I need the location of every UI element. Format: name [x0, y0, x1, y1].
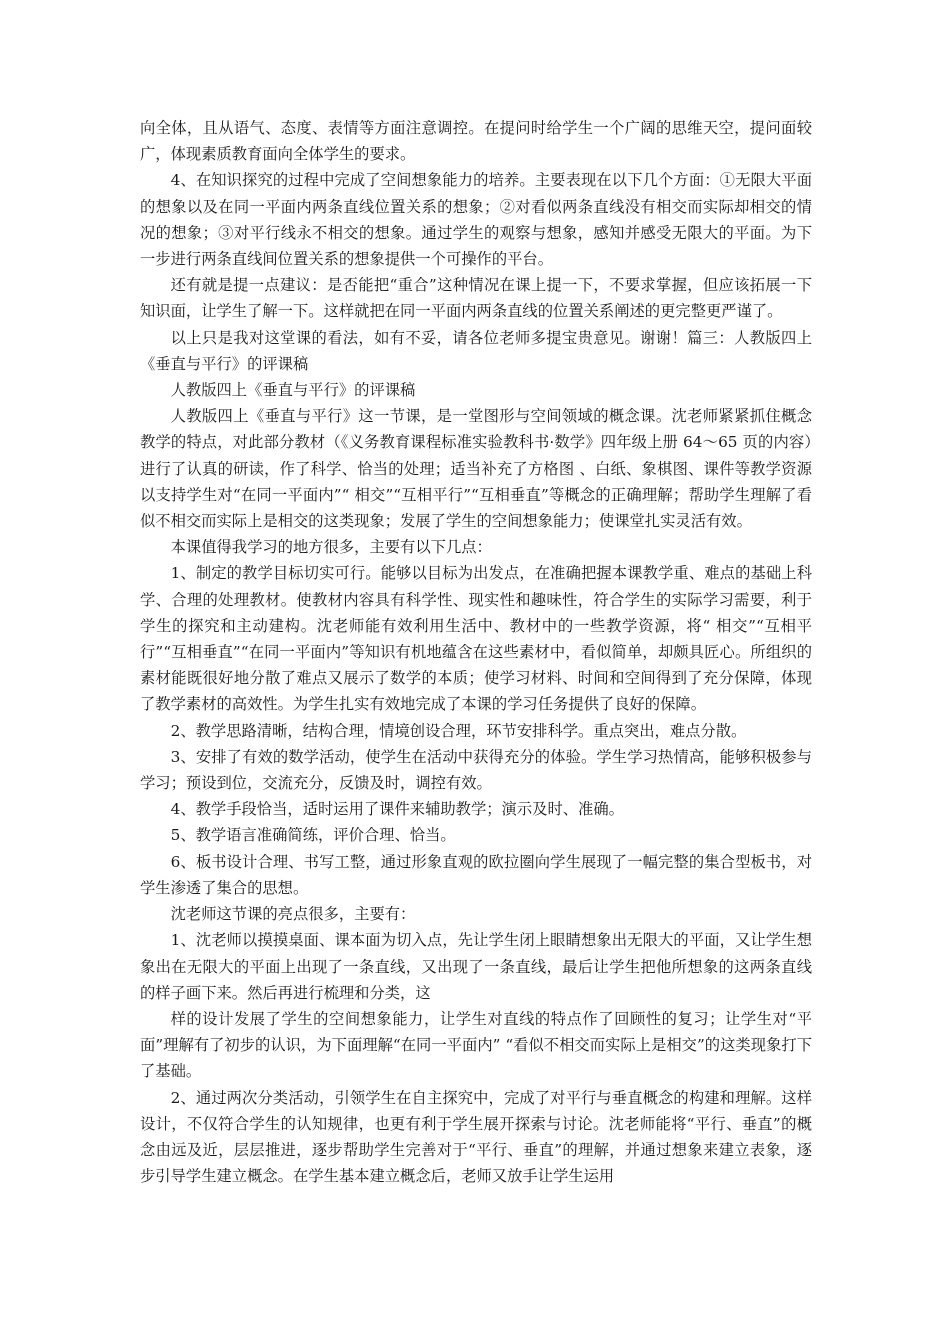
paragraph: 本课值得我学习的地方很多，主要有以下几点：: [170, 538, 492, 557]
paragraph: 以上只是我对这堂课的看法，如有不妥，请各位老师多提宝贵意见。谢谢！篇三：人教版四上《垂直与平行》的评课稿: [140, 328, 812, 373]
paragraph: 5、教学语言准确简练，评价合理、恰当。: [170, 826, 456, 845]
paragraph: 4、教学手段恰当，适时运用了课件来辅助教学；演示及时、准确。: [170, 800, 624, 819]
document-body: [140, 115, 812, 1189]
paragraph: 4、在知识探究的过程中完成了空间想象能力的培养。主要表现在以下几个方面：①无限大平面的想象以及在同一平面内两条直线位置关系的想象；②对看似两条直线没有相交而实际却相交的情况的想象；③对平行线永不相交的想象。通过学生的观察与想象，感知并感受无限大的平面。为下一步进行两条直线间位置关系的想象提供一个可操作的平台。: [140, 171, 812, 269]
paragraph: 沈老师这节课的亮点很多，主要有：: [170, 905, 416, 924]
paragraph: 2、通过两次分类活动，引领学生在自主探究中，完成了对平行与垂直概念的构建和理解。这样设计，不仅符合学生的认知规律，也更有利于学生展开探索与讨论。沈老师能将“平行、垂直”的概念由远及近，层层推进，逐步帮助学生完善对于“平行、垂直”的理解，并通过想象来建立表象，逐步引导学生建立概念。在学生基本建立概念后，老师又放手让学生运用: [140, 1088, 812, 1186]
paragraph: 6、板书设计合理、书写工整，通过形象直观的欧拉圈向学生展现了一幅完整的集合型板书，对学生渗透了集合的思想。: [140, 852, 812, 897]
section-title: 人教版四上《垂直与平行》的评课稿: [170, 381, 416, 400]
paragraph: 1、制定的教学目标切实可行。能够以目标为出发点，在准确把握本课教学重、难点的基础上科学、合理的处理教材。使教材内容具有科学性、现实性和趣味性，符合学生的实际学习需要，利于学生的探究和主动建构。沈老师能有效利用生活中、教材中的一些教学资源，将“ 相交”“互相平行”“互相垂直”“在同一平面内”等知识有机地蕴含在这些素材中，看似简单，却颇具匠心。所组织的素材能既很好地分散了难点又展示了数学的本质；使学习材料、时间和空间得到了充分保障，体现了教学素材的高效性。为学生扎实有效地完成了本课的学习任务提供了良好的保障。: [140, 564, 812, 714]
paragraph: 2、教学思路清晰，结构合理，情境创设合理，环节安排科学。重点突出，难点分散。: [170, 721, 747, 740]
paragraph: 1、沈老师以摸摸桌面、课本面为切入点，先让学生闭上眼睛想象出无限大的平面，又让学生想象出在无限大的平面上出现了一条直线，又出现了一条直线，最后让学生把他所想象的这两条直线的样子画下来。然后再进行梳理和分类，这: [140, 931, 812, 1002]
paragraph: 还有就是提一点建议：是否能把“重合”这种情况在课上提一下，不要求掌握，但应该拓展一下知识面，让学生了解一下。这样就把在同一平面内两条直线的位置关系阐述的更完整更严谨了。: [140, 276, 812, 321]
paragraph: 3、安排了有效的数学活动，使学生在活动中获得充分的体验。学生学习热情高，能够积极参与学习；预设到位，交流充分，反馈及时，调控有效。: [140, 747, 812, 793]
paragraph: 向全体，且从语气、态度、表情等方面注意调控。在提问时给学生一个广阔的思维天空，提问面较广，体现素质教育面向全体学生的要求。: [140, 119, 812, 164]
paragraph: 样的设计发展了学生的空间想象能力，让学生对直线的特点作了回顾性的复习；让学生对“平面”理解有了初步的认识，为下面理解“在同一平面内” “看似不相交而实际上是相交”的这类现象打下了基础。: [140, 1009, 812, 1081]
paragraph: 人教版四上《垂直与平行》这一节课，是一堂图形与空间领域的概念课。沈老师紧紧抓住概念教学的特点，对此部分教材（《义务教育课程标准实验教科书·数学》四年级上册 64～65 页的内容）进行了认真的研读，作了科学、恰当的处理；适当补充了方格图 、白纸、象棋图、课件等教学资源以支持学生对“在同一平面内”“ 相交”“互相平行”“互相垂直”等概念的正确理解；帮助学生理解了看似不相交而实际上是相交的这类现象；发展了学生的空间想象能力；使课堂扎实灵活有效。: [140, 407, 812, 531]
